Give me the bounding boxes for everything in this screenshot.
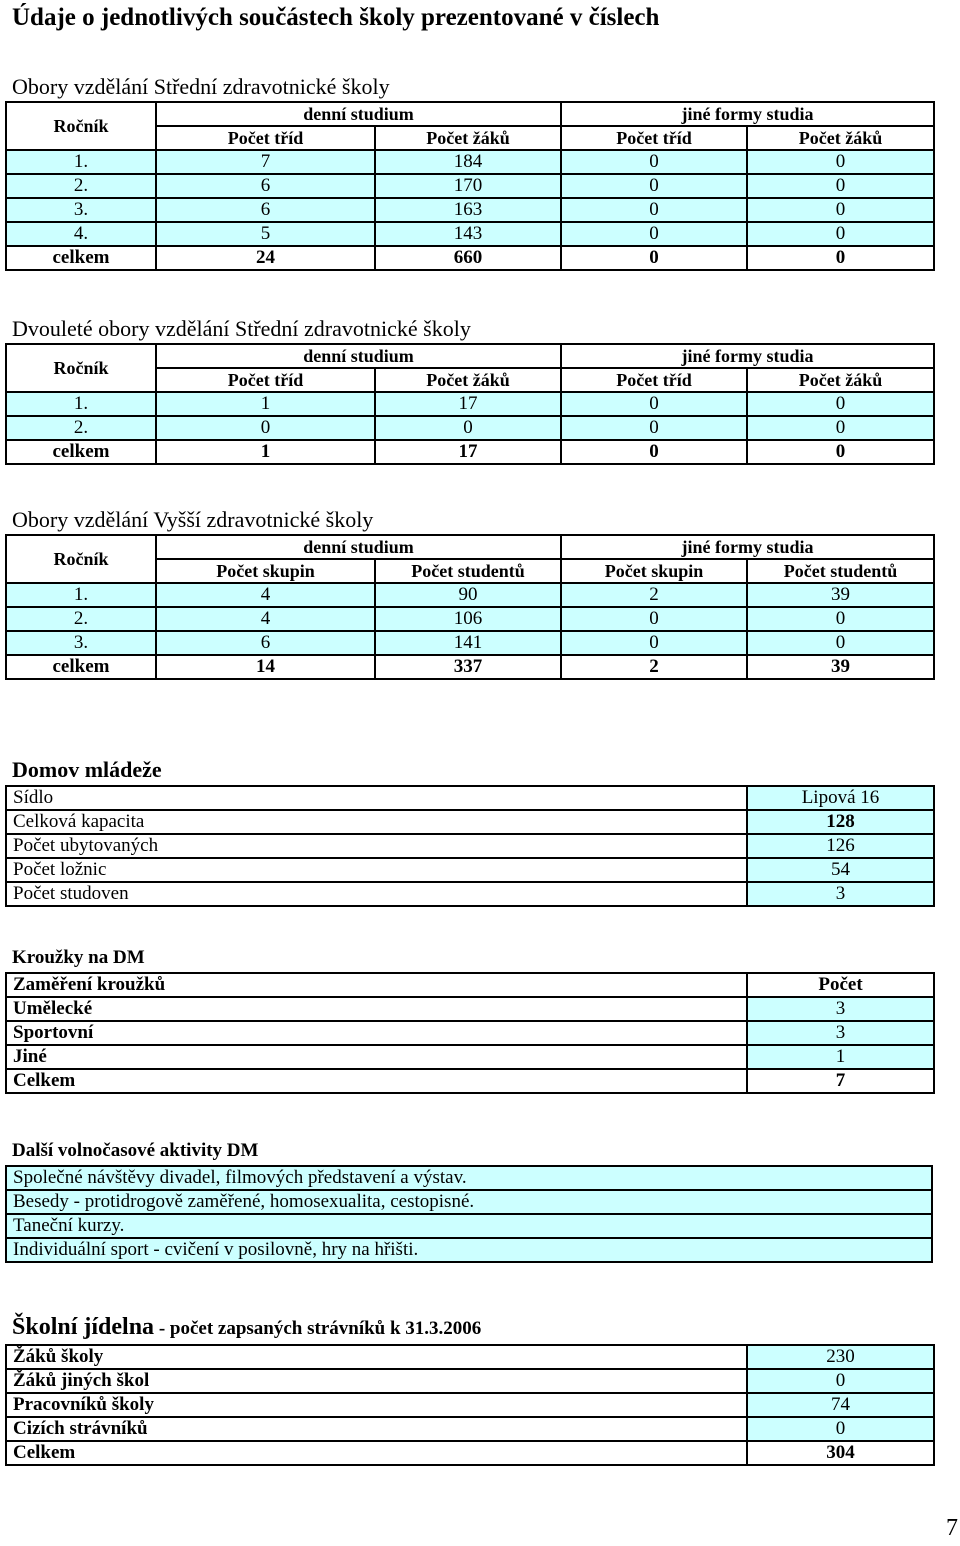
dm-key: Celková kapacita: [6, 810, 747, 834]
table-row: [6, 583, 934, 607]
page-title: Údaje o jednotlivých součástech školy prezentované v číslech: [12, 4, 660, 31]
krouzky-value: 3: [747, 1021, 934, 1045]
szs-group-denni: denní studium: [156, 102, 561, 126]
dm-key: Počet ložnic: [6, 858, 747, 882]
cell: 39: [747, 583, 934, 607]
cell: 0: [561, 198, 747, 222]
dm-table: [5, 785, 935, 907]
jidelna-heading: [12, 1314, 481, 1341]
cell: 0: [747, 416, 934, 440]
table-row: [6, 174, 934, 198]
jidelna-key: Cizích strávníků: [6, 1417, 747, 1441]
row-label: 2.: [6, 607, 156, 631]
table-row: [6, 1393, 934, 1417]
list-item: [6, 1238, 932, 1262]
cell: 163: [375, 198, 561, 222]
table-row: [6, 810, 934, 834]
cell: 2: [561, 583, 747, 607]
dm-value: Lipová 16: [747, 786, 934, 810]
cell: 143: [375, 222, 561, 246]
jidelna-value: 74: [747, 1393, 934, 1417]
szs-table: [5, 101, 935, 271]
jidelna-heading-main: Školní jídelna: [12, 1314, 155, 1340]
row-label: 1.: [6, 392, 156, 416]
cell: 0: [747, 150, 934, 174]
row-label: 2.: [6, 174, 156, 198]
szs2-sub-header: Počet tříd: [561, 368, 747, 392]
jidelna-table: [5, 1344, 935, 1466]
list-item: [6, 1166, 932, 1190]
cell: 0: [561, 222, 747, 246]
aktivity-item: Besedy - protidrogově zaměřené, homosexualita, cestopisné.: [6, 1190, 932, 1214]
total-cell: 24: [156, 246, 375, 270]
table-row: [6, 834, 934, 858]
aktivity-table: [5, 1165, 933, 1263]
table-row: [6, 150, 934, 174]
cell: 0: [561, 174, 747, 198]
cell: 141: [375, 631, 561, 655]
total-row: [6, 246, 934, 270]
row-label: 2.: [6, 416, 156, 440]
vzs-group-denni: denní studium: [156, 535, 561, 559]
table-row: [6, 392, 934, 416]
dm-value: 126: [747, 834, 934, 858]
cell: 17: [375, 392, 561, 416]
dm-key: Sídlo: [6, 786, 747, 810]
vzs-col-rocnik: Ročník: [6, 535, 156, 583]
row-label: 1.: [6, 150, 156, 174]
total-label: celkem: [6, 655, 156, 679]
cell: 184: [375, 150, 561, 174]
szs2-col-rocnik: Ročník: [6, 344, 156, 392]
table-row: [6, 1045, 934, 1069]
cell: 6: [156, 174, 375, 198]
szs-group-jine: jiné formy studia: [561, 102, 934, 126]
szs2-sub-header: Počet žáků: [747, 368, 934, 392]
krouzky-key: Umělecké: [6, 997, 747, 1021]
cell: 90: [375, 583, 561, 607]
table-row: [6, 858, 934, 882]
krouzky-table: [5, 972, 935, 1094]
total-label: celkem: [6, 246, 156, 270]
total-label: celkem: [6, 440, 156, 464]
szs2-sub-header: Počet žáků: [375, 368, 561, 392]
aktivity-item: Individuální sport - cvičení v posilovně, hry na hřišti.: [6, 1238, 932, 1262]
cell: 0: [747, 174, 934, 198]
table-row: [6, 631, 934, 655]
krouzky-total-key: Celkem: [6, 1069, 747, 1093]
krouzky-value: 1: [747, 1045, 934, 1069]
row-label: 4.: [6, 222, 156, 246]
cell: 0: [747, 222, 934, 246]
table-header-row: [6, 973, 934, 997]
szs2-table: [5, 343, 935, 465]
table-row: [6, 997, 934, 1021]
cell: 0: [561, 392, 747, 416]
row-label: 3.: [6, 198, 156, 222]
jidelna-value: 0: [747, 1369, 934, 1393]
aktivity-item: Taneční kurzy.: [6, 1214, 932, 1238]
cell: 0: [747, 631, 934, 655]
jidelna-total-value: 304: [747, 1441, 934, 1465]
total-row: [6, 655, 934, 679]
cell: 0: [747, 392, 934, 416]
cell: 0: [156, 416, 375, 440]
cell: 0: [561, 607, 747, 631]
jidelna-key: Pracovníků školy: [6, 1393, 747, 1417]
szs2-group-denni: denní studium: [156, 344, 561, 368]
row-label: 3.: [6, 631, 156, 655]
vzs-sub-header: Počet studentů: [375, 559, 561, 583]
jidelna-value: 230: [747, 1345, 934, 1369]
jidelna-value: 0: [747, 1417, 934, 1441]
total-row: [6, 1069, 934, 1093]
total-cell: 0: [747, 246, 934, 270]
table-row: [6, 1369, 934, 1393]
szs-heading: Obory vzdělání Střední zdravotnické školy: [12, 74, 390, 99]
cell: 0: [375, 416, 561, 440]
krouzky-header-k: Zaměření kroužků: [6, 973, 747, 997]
cell: 106: [375, 607, 561, 631]
jidelna-total-key: Celkem: [6, 1441, 747, 1465]
row-label: 1.: [6, 583, 156, 607]
cell: 0: [561, 631, 747, 655]
szs-col-rocnik: Ročník: [6, 102, 156, 150]
vzs-group-jine: jiné formy studia: [561, 535, 934, 559]
cell: 170: [375, 174, 561, 198]
aktivity-item: Společné návštěvy divadel, filmových představení a výstav.: [6, 1166, 932, 1190]
total-cell: 14: [156, 655, 375, 679]
jidelna-heading-sub: - počet zapsaných strávníků k 31.3.2006: [154, 1318, 482, 1339]
table-row: [6, 198, 934, 222]
krouzky-key: Jiné: [6, 1045, 747, 1069]
krouzky-total-value: 7: [747, 1069, 934, 1093]
jidelna-key: Žáků jiných škol: [6, 1369, 747, 1393]
cell: 6: [156, 198, 375, 222]
cell: 6: [156, 631, 375, 655]
total-cell: 0: [561, 246, 747, 270]
table-row: [6, 607, 934, 631]
total-cell: 337: [375, 655, 561, 679]
dm-heading: Domov mládeže: [12, 757, 162, 782]
vzs-table: [5, 534, 935, 680]
cell: 0: [561, 150, 747, 174]
vzs-sub-header: Počet skupin: [561, 559, 747, 583]
total-cell: 1: [156, 440, 375, 464]
vzs-sub-header: Počet skupin: [156, 559, 375, 583]
total-cell: 0: [747, 440, 934, 464]
total-cell: 2: [561, 655, 747, 679]
list-item: [6, 1214, 932, 1238]
table-row: [6, 222, 934, 246]
krouzky-heading: Kroužky na DM: [12, 947, 145, 968]
table-row: [6, 786, 934, 810]
szs-sub-header: Počet tříd: [156, 126, 375, 150]
total-cell: 0: [561, 440, 747, 464]
dm-key: Počet studoven: [6, 882, 747, 906]
list-item: [6, 1190, 932, 1214]
cell: 1: [156, 392, 375, 416]
szs2-sub-header: Počet tříd: [156, 368, 375, 392]
aktivity-heading: Další volnočasové aktivity DM: [12, 1140, 259, 1161]
szs2-group-jine: jiné formy studia: [561, 344, 934, 368]
vzs-heading: Obory vzdělání Vyšší zdravotnické školy: [12, 507, 374, 532]
cell: 4: [156, 607, 375, 631]
dm-key: Počet ubytovaných: [6, 834, 747, 858]
table-row: [6, 1021, 934, 1045]
cell: 5: [156, 222, 375, 246]
dm-value: 3: [747, 882, 934, 906]
cell: 4: [156, 583, 375, 607]
krouzky-header-v: Počet: [747, 973, 934, 997]
table-row: [6, 1345, 934, 1369]
total-row: [6, 1441, 934, 1465]
szs-sub-header: Počet žáků: [375, 126, 561, 150]
cell: 0: [747, 607, 934, 631]
jidelna-key: Žáků školy: [6, 1345, 747, 1369]
table-row: [6, 882, 934, 906]
szs-sub-header: Počet tříd: [561, 126, 747, 150]
total-row: [6, 440, 934, 464]
total-cell: 39: [747, 655, 934, 679]
page-number: 7: [946, 1515, 958, 1541]
cell: 0: [747, 198, 934, 222]
szs-sub-header: Počet žáků: [747, 126, 934, 150]
table-row: [6, 1417, 934, 1441]
dm-value: 128: [747, 810, 934, 834]
table-row: [6, 416, 934, 440]
dm-value: 54: [747, 858, 934, 882]
krouzky-key: Sportovní: [6, 1021, 747, 1045]
total-cell: 17: [375, 440, 561, 464]
vzs-sub-header: Počet studentů: [747, 559, 934, 583]
szs2-heading: Dvouleté obory vzdělání Střední zdravotnické školy: [12, 316, 471, 341]
cell: 7: [156, 150, 375, 174]
krouzky-value: 3: [747, 997, 934, 1021]
total-cell: 660: [375, 246, 561, 270]
cell: 0: [561, 416, 747, 440]
